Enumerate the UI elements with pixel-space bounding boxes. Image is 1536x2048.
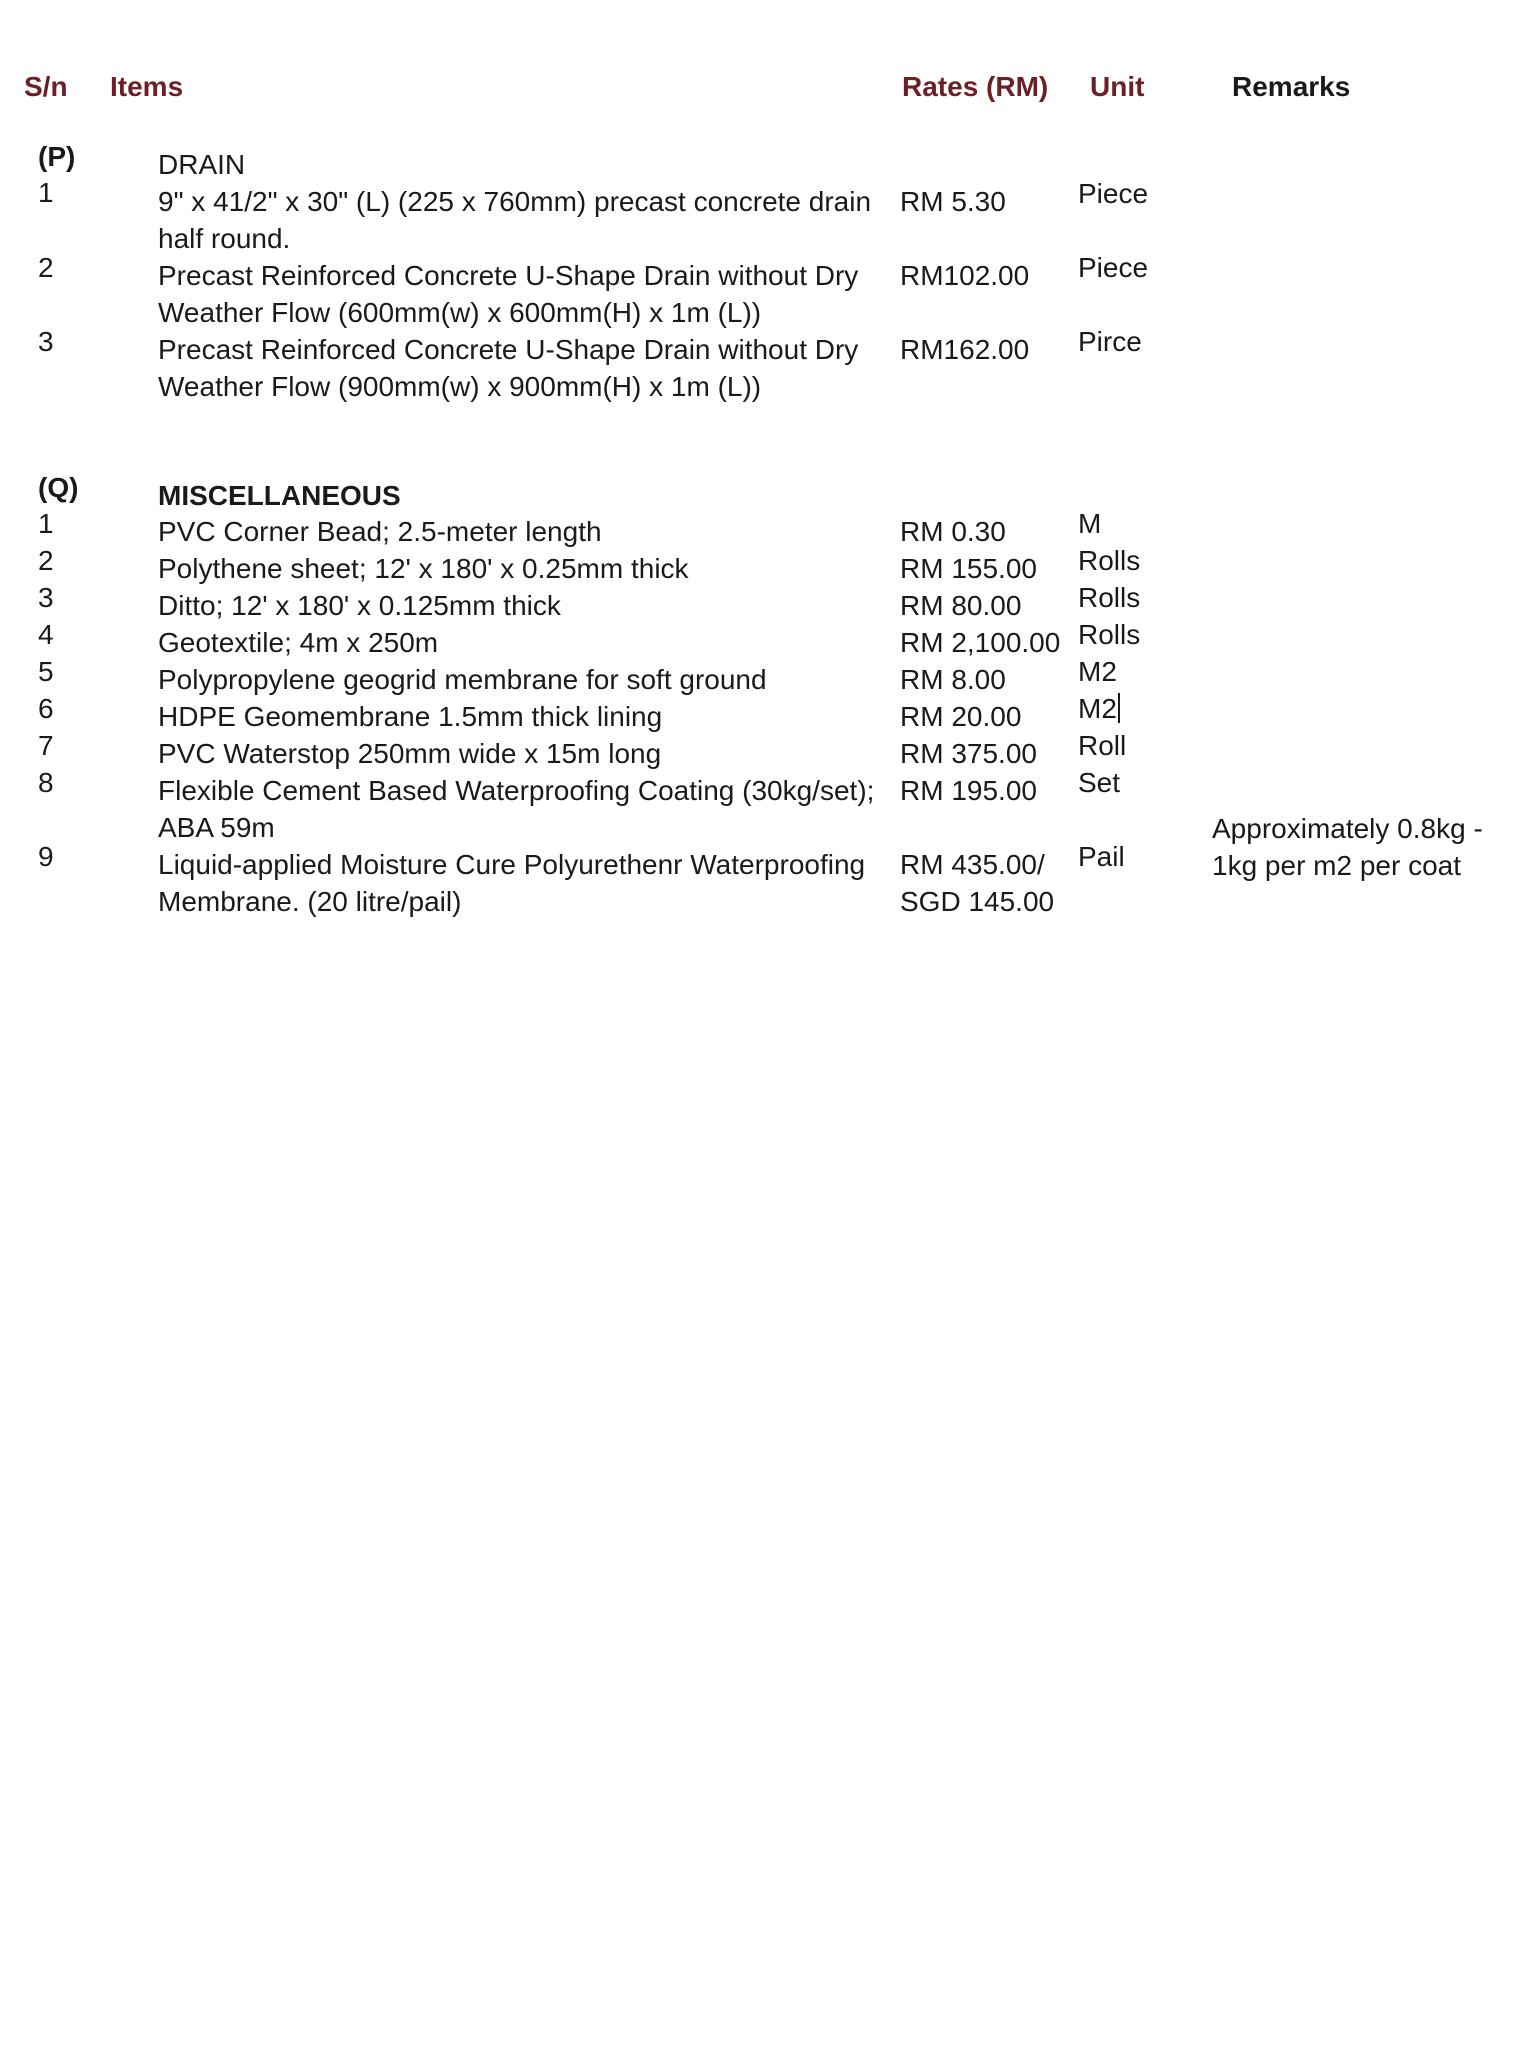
header-rates: Rates (RM) bbox=[902, 71, 1049, 102]
row-sn: 3 bbox=[38, 326, 54, 357]
row-unit-with-cursor bbox=[1078, 690, 1120, 727]
row-item-line1: Liquid-applied Moisture Cure Polyurethenr Waterproofing bbox=[158, 849, 866, 880]
row-unit: Set bbox=[1078, 767, 1121, 798]
header-items: Items bbox=[110, 71, 184, 102]
row-sn: 1 bbox=[38, 508, 54, 539]
row-rate: RM102.00 bbox=[900, 260, 1030, 291]
row-sn: 2 bbox=[38, 545, 54, 576]
text-cursor bbox=[1118, 693, 1120, 723]
row-item-line1: 9" x 41/2" x 30" (L) (225 x 760mm) precast concrete drain bbox=[158, 186, 872, 217]
row-sn: 1 bbox=[38, 177, 54, 208]
row-unit: Roll bbox=[1078, 730, 1127, 761]
row-unit: Piece bbox=[1078, 252, 1149, 283]
row-item-line1: Precast Reinforced Concrete U-Shape Drain without Dry bbox=[158, 334, 859, 365]
row-unit: Rolls bbox=[1078, 582, 1141, 613]
row-sn: 6 bbox=[38, 693, 54, 724]
row-item: Ditto; 12' x 180' x 0.125mm thick bbox=[158, 590, 561, 621]
row-unit: Rolls bbox=[1078, 619, 1141, 650]
row-item-line2: Membrane. (20 litre/pail) bbox=[158, 886, 462, 917]
row-sn: 8 bbox=[38, 767, 54, 798]
row-remark-line2: 1kg per m2 per coat bbox=[1212, 850, 1462, 881]
row-unit: Pirce bbox=[1078, 326, 1142, 357]
row-rate: RM 155.00 bbox=[900, 553, 1037, 584]
row-unit: M bbox=[1078, 508, 1102, 539]
row-rate-line1: RM 435.00/ bbox=[900, 849, 1045, 880]
row-sn: 5 bbox=[38, 656, 54, 687]
section-code: (P) bbox=[38, 141, 76, 172]
row-sn: 2 bbox=[38, 252, 54, 283]
row-item-line1: Flexible Cement Based Waterproofing Coating (30kg/set); bbox=[158, 775, 875, 806]
row-unit: M2 bbox=[1078, 656, 1117, 687]
row-rate: RM 80.00 bbox=[900, 590, 1022, 621]
section-title: DRAIN bbox=[158, 149, 246, 180]
row-sn: 7 bbox=[38, 730, 54, 761]
row-unit: Pail bbox=[1078, 841, 1125, 872]
row-rate-line2: SGD 145.00 bbox=[900, 886, 1055, 917]
section-title: MISCELLANEOUS bbox=[158, 480, 401, 511]
header-remarks: Remarks bbox=[1232, 71, 1351, 102]
row-item-line2: Weather Flow (900mm(w) x 900mm(H) x 1m (L)) bbox=[158, 371, 762, 402]
row-rate: RM 375.00 bbox=[900, 738, 1037, 769]
row-rate: RM 8.00 bbox=[900, 664, 1006, 695]
row-item-line2: Weather Flow (600mm(w) x 600mm(H) x 1m (L)) bbox=[158, 297, 762, 328]
row-sn: 9 bbox=[38, 841, 54, 872]
row-item: PVC Corner Bead; 2.5-meter length bbox=[158, 516, 602, 547]
row-item-line1: Precast Reinforced Concrete U-Shape Drain without Dry bbox=[158, 260, 859, 291]
row-item: Geotextile; 4m x 250m bbox=[158, 627, 439, 658]
row-rate: RM 5.30 bbox=[900, 186, 1006, 217]
row-item: HDPE Geomembrane 1.5mm thick lining bbox=[158, 701, 663, 732]
row-unit: M2 bbox=[1078, 693, 1117, 724]
row-rate: RM162.00 bbox=[900, 334, 1030, 365]
row-sn: 4 bbox=[38, 619, 54, 650]
row-item-line2: ABA 59m bbox=[158, 812, 275, 843]
row-item-line2: half round. bbox=[158, 223, 291, 254]
row-remark-line1: Approximately 0.8kg - bbox=[1212, 813, 1483, 844]
row-sn: 3 bbox=[38, 582, 54, 613]
row-item: Polythene sheet; 12' x 180' x 0.25mm thick bbox=[158, 553, 689, 584]
row-unit: Piece bbox=[1078, 178, 1149, 209]
section-code: (Q) bbox=[38, 472, 79, 503]
row-rate: RM 2,100.00 bbox=[900, 627, 1061, 658]
row-unit: Rolls bbox=[1078, 545, 1141, 576]
row-rate: RM 0.30 bbox=[900, 516, 1006, 547]
row-rate: RM 195.00 bbox=[900, 775, 1037, 806]
header-unit: Unit bbox=[1090, 71, 1145, 102]
row-rate: RM 20.00 bbox=[900, 701, 1022, 732]
row-item: Polypropylene geogrid membrane for soft ground bbox=[158, 664, 767, 695]
header-sn: S/n bbox=[24, 71, 68, 102]
row-item: PVC Waterstop 250mm wide x 15m long bbox=[158, 738, 662, 769]
